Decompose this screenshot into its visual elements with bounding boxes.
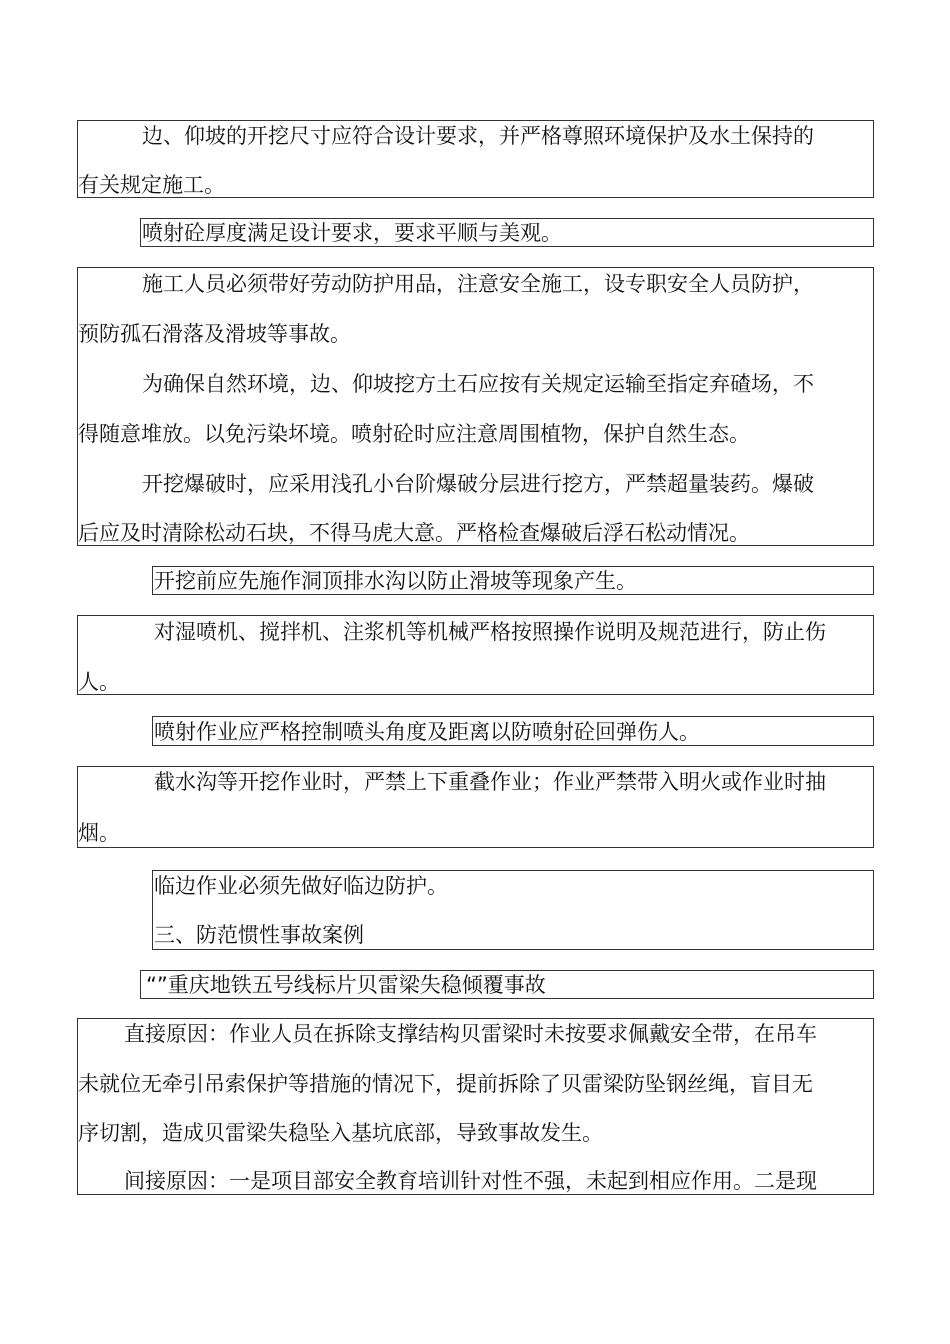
paragraph-line: 预防孤石滑落及滑坡等事故。 bbox=[78, 322, 351, 346]
paragraph-line: 临边作业必须先做好临边防护。 bbox=[154, 874, 448, 898]
paragraph-line: 开挖爆破时，应采用浅孔小台阶爆破分层进行挖方，严禁超量装药。爆破 bbox=[142, 472, 814, 496]
paragraph-line: 边、仰坡的开挖尺寸应符合设计要求，并严格尊照环境保护及水土保持的 bbox=[142, 124, 814, 148]
paragraph-line: 对湿喷机、搅拌机、注浆机等机械严格按照操作说明及规范进行，防止伤 bbox=[154, 620, 826, 644]
paragraph-line: 后应及时清除松动石块，不得马虎大意。严格检查爆破后浮石松动情况。 bbox=[78, 521, 750, 545]
paragraph-line: 未就位无牵引吊索保护等措施的情况下，提前拆除了贝雷梁防坠钢丝绳，盲目无 bbox=[78, 1072, 813, 1096]
border-tick bbox=[77, 456, 78, 468]
paragraph-line: 喷射作业应严格控制喷头角度及距离以防喷射砼回弹伤人。 bbox=[154, 720, 700, 744]
section-heading: 三、防范惯性事故案例 bbox=[154, 923, 364, 947]
border-tick bbox=[77, 1148, 78, 1160]
paragraph-line: 间接原因：一是项目部安全教育培训针对性不强，未起到相应作用。二是现 bbox=[124, 1169, 817, 1193]
paragraph-line: 有关规定施工。 bbox=[78, 173, 225, 197]
case-title: “”重庆地铁五号线标片贝雷梁失稳倾覆事故 bbox=[146, 973, 546, 997]
paragraph-line: 序切割，造成贝雷梁失稳坠入基坑底部，导致事故发生。 bbox=[78, 1121, 603, 1145]
paragraph-line: 得随意堆放。以免污染坏境。喷射砼时应注意周围植物，保护自然生态。 bbox=[78, 422, 750, 446]
paragraph-line: 开挖前应先施作洞顶排水沟以防止滑坡等现象产生。 bbox=[154, 569, 637, 593]
paragraph-line: 直接原因：作业人员在拆除支撑结构贝雷梁时未按要求佩戴安全带，在吊车 bbox=[124, 1022, 817, 1046]
paragraph-line: 为确保自然环境，边、仰坡挖方土石应按有关规定运输至指定弃碴场，不 bbox=[142, 372, 814, 396]
paragraph-line: 烟。 bbox=[78, 821, 120, 845]
paragraph-line: 人。 bbox=[78, 670, 120, 694]
paragraph-line: 截水沟等开挖作业时，严禁上下重叠作业；作业严禁带入明火或作业时抽 bbox=[154, 770, 826, 794]
paragraph-line: 施工人员必须带好劳动防护用品，注意安全施工，设专职安全人员防护， bbox=[142, 272, 814, 296]
text-box-safety-protection bbox=[77, 267, 874, 546]
paragraph-line: 喷射砼厚度满足设计要求，要求平顺与美观。 bbox=[142, 221, 562, 245]
